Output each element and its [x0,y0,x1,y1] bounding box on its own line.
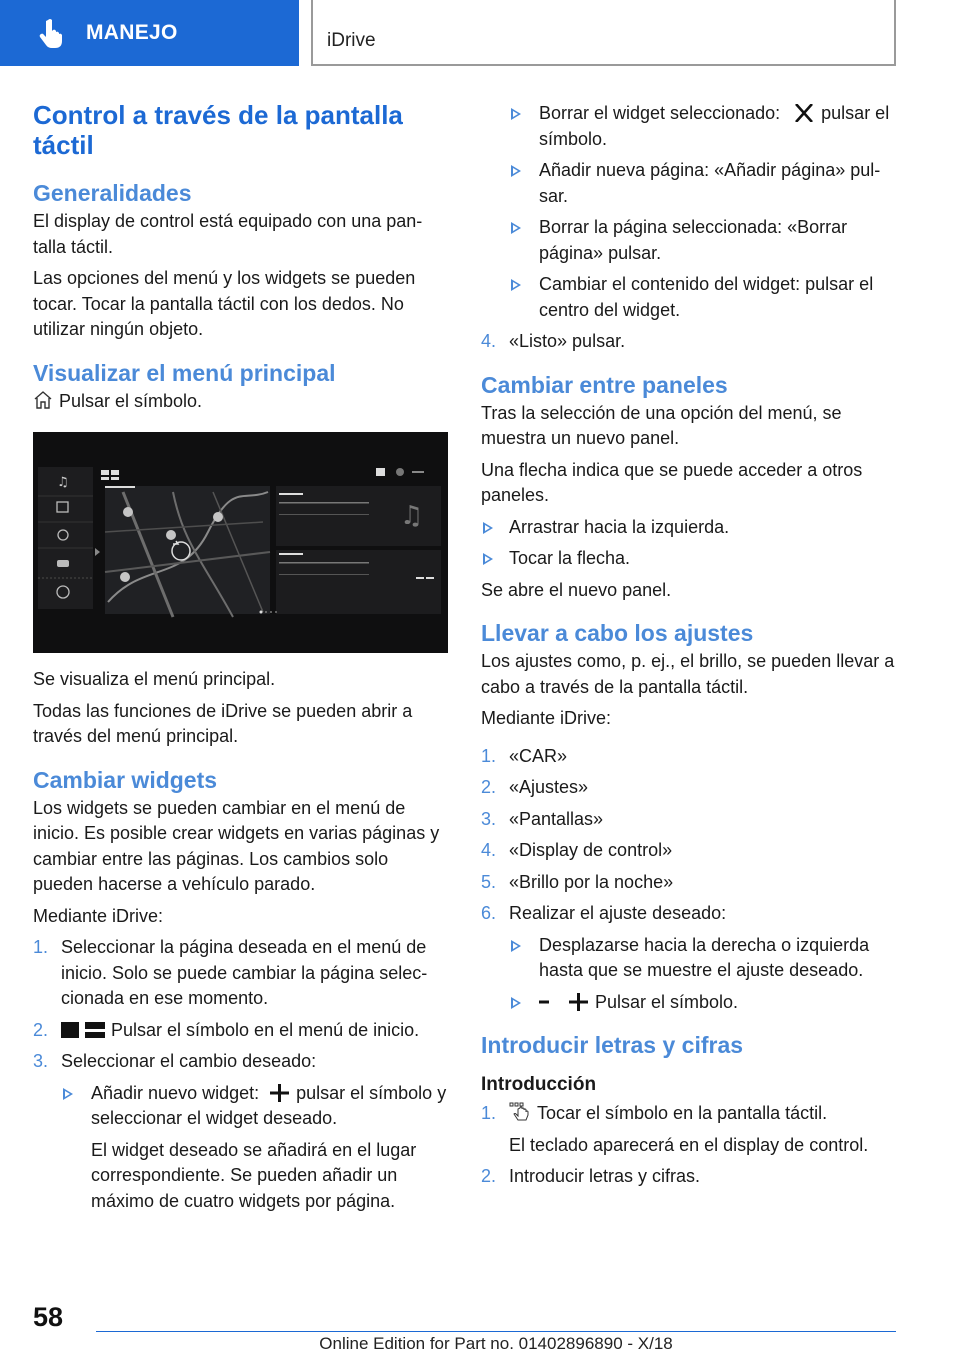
list-item: 1. «CAR» [481,745,568,766]
triangle-bullet-icon [511,222,521,234]
paragraph: Todas las funciones de iDrive se pueden abrir a través del menú principal. [33,700,413,746]
svg-text:♫: ♫ [400,501,424,531]
sub-list-item: Borrar el widget seleccionado: pulsar el símbolo. [481,101,901,152]
section-title: MANEJO [86,21,178,44]
heading-letters: Introducir letras y cifras [481,1032,744,1058]
left-column [33,100,448,1220]
list-item: 1. Tocar el símbolo en la pantalla táctil. [481,1103,828,1123]
page-number: 58 [33,1302,64,1332]
list-item: 3. «Pantallas» [481,808,604,829]
triangle-bullet-icon [483,522,493,534]
triangle-bullet-icon [511,108,521,120]
sub-list-item: Desplazarse hacia la derecha o izquierda hasta que se muestre el ajuste deseado. [481,933,901,984]
footer-divider [96,1331,896,1332]
chapter-title: iDrive [327,30,376,51]
paragraph-with-icon: Pulsar el símbolo. [33,389,448,415]
paragraph: Los widgets se pueden cambiar en el menú de inicio. Es posible crear widgets en varias páginas y cambiar entre las páginas. Los cambios solo pueden hacerse a vehículo parado. [33,797,440,894]
triangle-bullet-icon [511,165,521,177]
close-icon [793,104,815,122]
minus-plus-icon [539,993,589,1011]
paragraph: Las opciones del menú y los widgets se pueden tocar. Tocar la pantalla táctil con los dedos. No utilizar ningún objeto. [33,268,416,339]
triangle-bullet-icon [511,279,521,291]
list-item: 2. Pulsar el símbolo en el menú de inicio. [33,1019,420,1040]
paragraph: Tras la selección de una opción del menú, se muestra un nuevo panel. [481,402,842,448]
sub-list-item: Cambiar el contenido del widget: pulsar el centro del widget. [481,272,901,323]
paragraph: Mediante iDrive: [481,708,612,728]
list-item: 2. Introducir letras y cifras. [481,1166,701,1186]
right-column [481,101,901,1196]
list-item: Tocar la flecha. [481,546,901,572]
list-note: El teclado aparecerá en el display de control. [509,1134,869,1155]
section-tab [0,0,299,66]
paragraph: Mediante iDrive: [33,905,164,926]
list-item: 5. «Brillo por la noche» [481,871,674,892]
list-item: 4. «Listo» pulsar. [481,331,626,351]
sub-list-item: Pulsar el símbolo. [481,990,901,1016]
paragraph: Se abre el nuevo panel. [481,579,672,600]
list-item: 4. «Display de control» [481,840,673,860]
heading-settings: Llevar a cabo los ajustes [481,620,754,646]
heading-main-menu: Visualizar el menú principal [33,359,336,386]
paragraph: El display de control está equipado con una pantalla táctil. [33,211,423,257]
list-item: 6. Realizar el ajuste deseado: [481,903,727,923]
list-item: 1. Seleccionar la página deseada en el menú de inicio. Solo se puede cambiar la página seleccionada en ese momento. [33,937,428,1008]
list-item: Arrastrar hacia la izquierda. [481,515,901,541]
list-item: 2. «Ajustes» [481,777,589,797]
heading-panels: Cambiar entre paneles [481,371,728,398]
paragraph: Una flecha indica que se puede acceder a otros paneles. [481,459,863,505]
heading-widgets: Cambiar widgets [33,766,218,793]
footer-edition: Online Edition for Part no. 01402896890 - X/18 [319,1334,673,1353]
chapter-tab [311,0,896,66]
screen-illustration [33,432,448,653]
heading-intro: Introducción [481,1074,597,1095]
touch-keyboard-icon [509,1102,531,1122]
paragraph: Se visualiza el menú principal. [33,669,276,689]
list-item: 3. Seleccionar el cambio deseado: [33,1051,317,1071]
plus-icon [270,1084,290,1102]
sub-list-note: El widget deseado se añadirá en el lugar correspondiente. Se pueden añadir un máximo de cuatro widgets por página. [91,1139,417,1211]
triangle-bullet-icon [63,1088,73,1100]
idrive-home-screen-image [33,432,448,653]
hand-pointer-icon [38,18,66,48]
sub-list-item: Borrar la página seleccionada: «Borrar página» pulsar. [481,215,901,266]
heading-general: Generalidades [33,180,192,206]
page-title: Control a través de la pantalla táctil [33,100,403,160]
triangle-bullet-icon [511,940,521,952]
triangle-bullet-icon [511,997,521,1009]
svg-text:♫: ♫ [57,475,69,490]
paragraph: Los ajustes como, p. ej., el brillo, se pueden llevar a cabo a través de la pantalla táctil. [481,651,895,697]
home-icon [33,390,53,410]
widget-page-icon [61,1021,105,1039]
sub-list-item: Añadir nueva página: «Añadir página» pulsar. [481,158,901,209]
sub-list-item: Añadir nuevo widget: pulsar el símbolo y seleccionar el widget deseado. [33,1081,448,1132]
triangle-bullet-icon [483,553,493,565]
